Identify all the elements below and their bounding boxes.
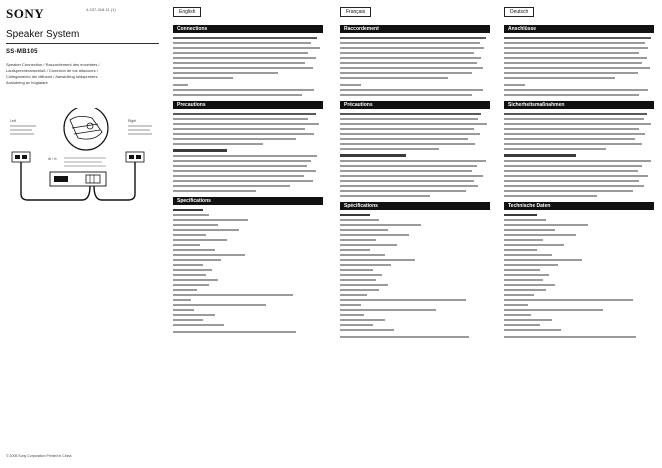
section-heading: Connections (173, 25, 323, 33)
brand-logo: SONY (6, 6, 45, 21)
german-column (504, 20, 654, 341)
intro-line: Lautsprecheranschluß / Conexión de los altavoces / (6, 68, 98, 73)
intro-line: Speaker Connection / Raccordement des enceintes / (6, 62, 100, 67)
left-speaker (12, 152, 30, 162)
left-label: Left (10, 119, 16, 123)
section-heading: Specifications (173, 197, 323, 205)
copyright-notice: © 2005 Sony Corporation Printed in China (6, 454, 72, 458)
terminal-screw (87, 123, 93, 129)
connection-diagram (6, 108, 156, 208)
french-column (340, 20, 490, 341)
section-heading: Sicherheitsmaßnahmen (504, 101, 654, 109)
right-label: Right (128, 119, 137, 123)
terminal-closeup-circle (64, 108, 108, 150)
section-heading: Spécifications (340, 202, 490, 210)
polarity-label: ⊕ / ⊖ (48, 157, 57, 161)
intro-line: Collegamento dei diffusori / Aansluiting luidsprekers (6, 74, 98, 79)
section-heading: Precautions (173, 101, 323, 109)
wire-strand (74, 130, 100, 134)
wire-strand (72, 124, 98, 128)
section-heading: Raccordement (340, 25, 490, 33)
title-divider (6, 43, 159, 44)
product-title: Speaker System (6, 29, 80, 40)
document-number: 4-237-418-11 (1) (86, 7, 116, 12)
english-column (173, 20, 323, 336)
section-heading: Technische Daten (504, 202, 654, 210)
intro-line: Anslutning av högtalare (6, 80, 48, 85)
tab-english: English (173, 7, 201, 17)
section-heading: Précautions (340, 101, 490, 109)
model-number: SS-MB105 (6, 49, 38, 55)
tab-deutsch: Deutsch (504, 7, 534, 17)
right-speaker (126, 152, 144, 162)
tab-francais: Français (340, 7, 371, 17)
section-heading: Anschlüsse (504, 25, 654, 33)
connection-intro (6, 62, 100, 86)
